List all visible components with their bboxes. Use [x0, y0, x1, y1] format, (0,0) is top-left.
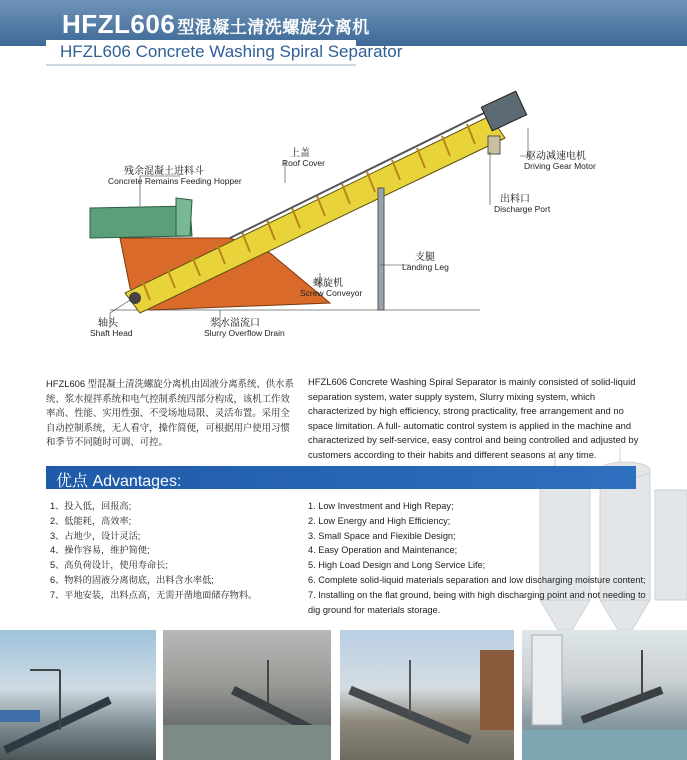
label-cover-en: Roof Cover [282, 158, 325, 168]
advantages-list-en [308, 499, 648, 617]
list-item: 6、物料的固液分离彻底，出料含水率低; [50, 574, 214, 585]
shaft-head [129, 292, 141, 304]
label-motor-cn: 驱动减速电机 [526, 151, 586, 162]
description-cn: HFZL606 型混凝土清洗螺旋分离机由固液分离系统、供水系统、浆水搅拌系统和电气控制系统四部分构成，该机工作效率高、性能、实用性强、不受场地局限、灵活布置。采用全自动控制系统，无人看守，操作简便，可根据用户使用习惯和季节不同随时可调、可控。 [46, 378, 294, 448]
landing-leg [378, 188, 384, 310]
label-discharge-en: Discharge Port [494, 204, 551, 214]
separator-diagram [80, 88, 640, 353]
label-drain-en: Slurry Overflow Drain [204, 328, 285, 338]
photo-site-2 [163, 630, 331, 760]
label-leg-en: Landing Leg [402, 262, 449, 272]
label-leg-cn: 支腿 [415, 252, 435, 263]
list-item: 6. Complete solid-liquid materials separation and low discharging moisture content; [308, 574, 646, 585]
label-cover-cn: 上盖 [290, 148, 310, 159]
photo-1-image [0, 630, 156, 760]
list-item: 7、平地安装，出料点高，无需开凿地面储存物料。 [50, 589, 258, 600]
list-item: 3、占地少，设计灵活; [50, 530, 141, 541]
label-screw-cn: 螺旋机 [313, 278, 343, 289]
installation-photos [0, 630, 687, 760]
product-title-en: HFZL606 Concrete Washing Spiral Separator [60, 42, 403, 61]
list-item: 5、高负荷设计，使用寿命长; [50, 560, 168, 571]
advantages-list-cn [50, 499, 300, 603]
list-item: 3. Small Space and Flexible Design; [308, 530, 456, 541]
list-item: 7. Installing on the flat ground, being with high discharging point and not needing to dig ground for materials storage. [308, 589, 646, 615]
photo-site-1 [0, 630, 156, 760]
list-item: 2. Low Energy and High Efficiency; [308, 515, 451, 526]
list-item: 1. Low Investment and High Repay; [308, 501, 454, 511]
discharge-port [488, 136, 500, 154]
product-title-cn [62, 9, 370, 40]
label-shaft-cn: 轴头 [98, 318, 118, 329]
photo-site-4 [522, 630, 687, 760]
label-shaft-en: Shaft Head [90, 328, 133, 338]
description-en: HFZL606 Concrete Washing Spiral Separator is mainly consisted of solid-liquid separation system, water supply system, Slurry mixing system, which characterized by high efficiency, strong practicality, free arrangement and no space limitation. A full- automatic control system is applied in the machine and characterized by self-service, easy control and being controlled and adjusted by customers according to their habits and different seasons at any time. [308, 376, 639, 460]
advantages-title: 优点 Advantages: [56, 473, 182, 490]
list-item: 4. Easy Operation and Maintenance; [308, 545, 458, 556]
photo-3-image [340, 630, 514, 760]
list-item: 5. High Load Design and Long Service Life; [308, 560, 486, 571]
photo-site-3 [340, 630, 514, 760]
label-hopper-cn: 残余混凝土进料斗 [124, 166, 204, 177]
photo-2-image [163, 630, 331, 760]
photo-4-image [522, 630, 687, 760]
label-screw-en: Screw Conveyor [300, 288, 363, 298]
label-discharge-cn: 出料口 [500, 194, 530, 205]
label-hopper-en: Concrete Remains Feeding Hopper [108, 176, 242, 186]
list-item: 4、操作容易，维护简便; [50, 545, 150, 556]
label-drain-cn: 浆水溢流口 [210, 318, 260, 329]
hopper-flap [176, 198, 192, 236]
label-motor-en: Driving Gear Motor [524, 161, 596, 171]
roof-cover [230, 110, 490, 238]
list-item: 1、投入低，回报高; [50, 501, 132, 511]
list-item: 2、低能耗，高效率; [50, 515, 132, 526]
product-name-cn: 型混凝土清洗螺旋分离机 [177, 18, 370, 37]
model-number: HFZL606 [62, 9, 176, 39]
